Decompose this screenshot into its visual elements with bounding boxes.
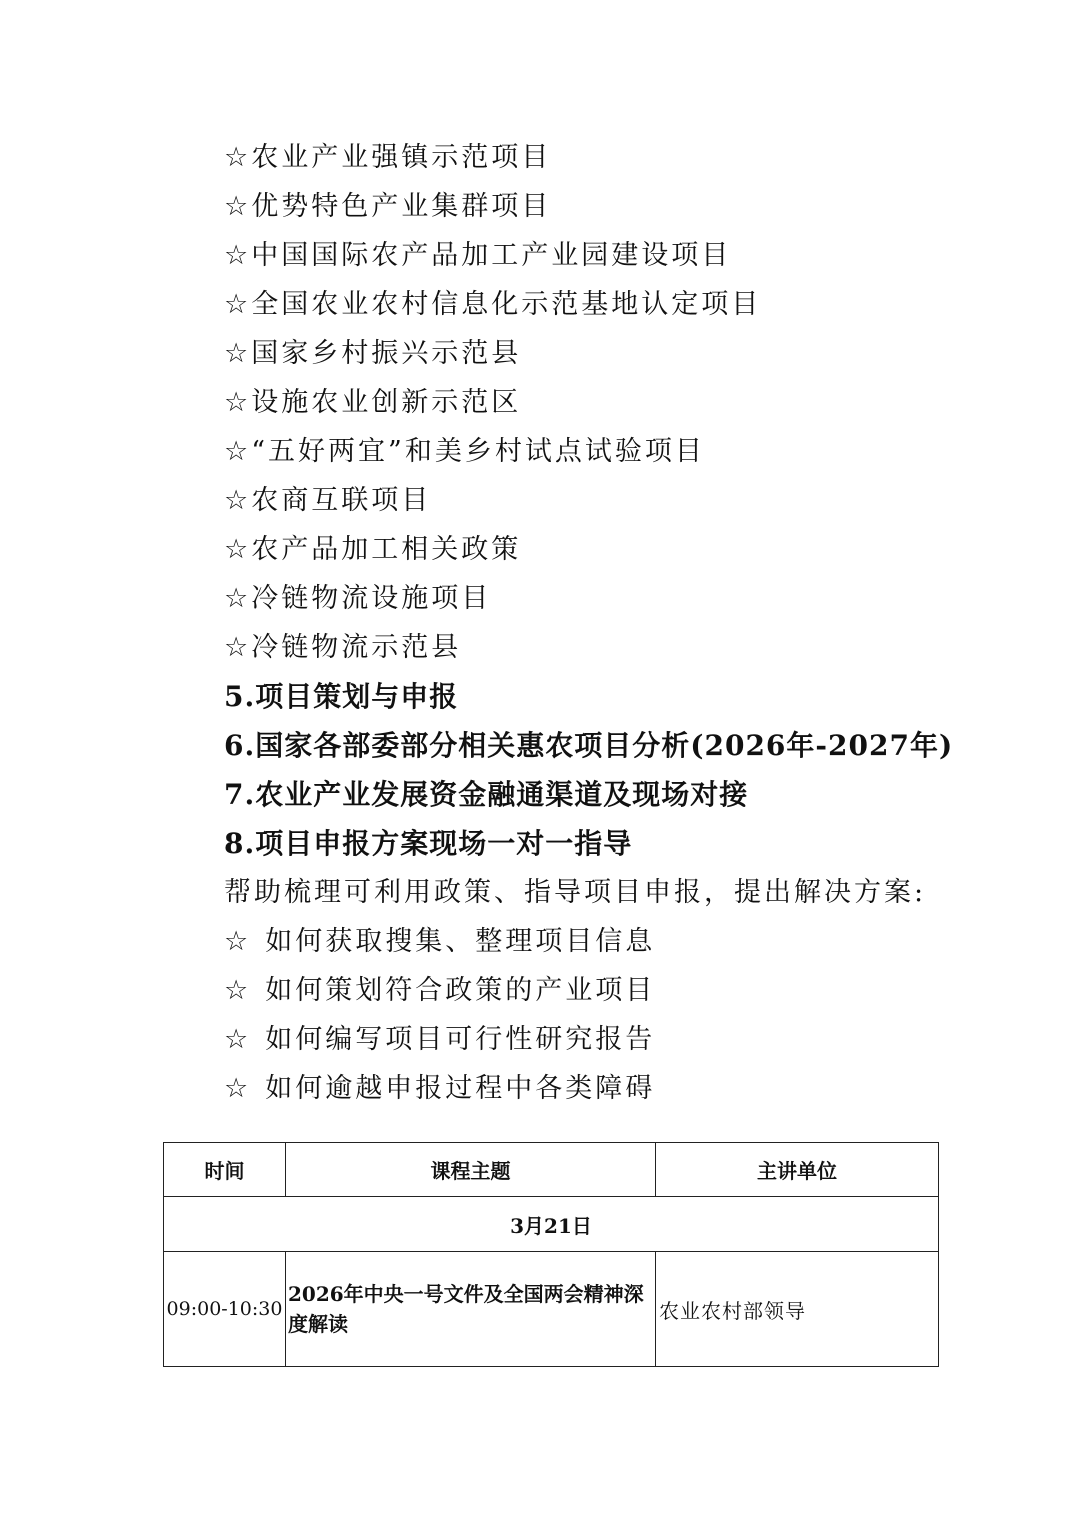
list-item: ☆农业产业强镇示范项目	[224, 138, 551, 178]
table-row	[164, 1252, 939, 1367]
list-item: ☆农产品加工相关政策	[224, 530, 521, 570]
topic-cell: 2026年中央一号文件及全国两会精神深度解读	[286, 1252, 656, 1367]
star-icon: ☆	[224, 387, 252, 418]
guide-item: ☆ 如何获取搜集、整理项目信息	[224, 922, 655, 962]
star-icon: ☆	[224, 191, 252, 222]
unit-cell: 农业农村部领导	[656, 1252, 939, 1367]
list-item: ☆设施农业创新示范区	[224, 383, 521, 423]
list-item: ☆中国国际农产品加工产业园建设项目	[224, 236, 731, 276]
section-heading: 7.农业产业发展资金融通渠道及现场对接	[224, 778, 749, 811]
list-item: ☆“五好两宜”和美乡村试点试验项目	[224, 432, 705, 472]
section-heading: 6.国家各部委部分相关惠农项目分析(2026年-2027年)	[224, 729, 954, 762]
star-icon: ☆	[224, 534, 252, 565]
star-icon: ☆	[224, 338, 252, 369]
star-icon: ☆	[224, 926, 252, 957]
list-item: ☆农商互联项目	[224, 481, 431, 521]
list-item: ☆全国农业农村信息化示范基地认定项目	[224, 285, 761, 325]
list-item: ☆冷链物流设施项目	[224, 579, 491, 619]
guide-item: ☆ 如何策划符合政策的产业项目	[224, 971, 655, 1011]
star-icon: ☆	[224, 583, 252, 614]
star-icon: ☆	[224, 240, 252, 271]
time-cell: 09:00-10:30	[164, 1252, 286, 1367]
star-icon: ☆	[224, 1024, 252, 1055]
list-item: ☆优势特色产业集群项目	[224, 187, 551, 227]
list-item: ☆冷链物流示范县	[224, 628, 461, 668]
section-heading: 8.项目申报方案现场一对一指导	[224, 827, 633, 860]
star-icon: ☆	[224, 436, 252, 467]
star-icon: ☆	[224, 632, 252, 663]
table-header-row	[164, 1143, 939, 1197]
header-time: 时间	[164, 1143, 286, 1197]
header-topic: 课程主题	[286, 1143, 656, 1197]
header-unit: 主讲单位	[656, 1143, 939, 1197]
star-icon: ☆	[224, 1073, 252, 1104]
section-heading: 5.项目策划与申报	[224, 680, 459, 713]
guide-item: ☆ 如何逾越申报过程中各类障碍	[224, 1069, 655, 1109]
list-item: ☆国家乡村振兴示范县	[224, 334, 521, 374]
schedule-table	[163, 1142, 939, 1367]
star-icon: ☆	[224, 485, 252, 516]
star-icon: ☆	[224, 289, 252, 320]
table-date-row	[164, 1197, 939, 1252]
star-icon: ☆	[224, 975, 252, 1006]
intro-paragraph: 帮助梳理可利用政策、指导项目申报，提出解决方案:	[224, 877, 927, 908]
date-cell: 3月21日	[164, 1197, 939, 1252]
star-icon: ☆	[224, 142, 252, 173]
guide-item: ☆ 如何编写项目可行性研究报告	[224, 1020, 655, 1060]
